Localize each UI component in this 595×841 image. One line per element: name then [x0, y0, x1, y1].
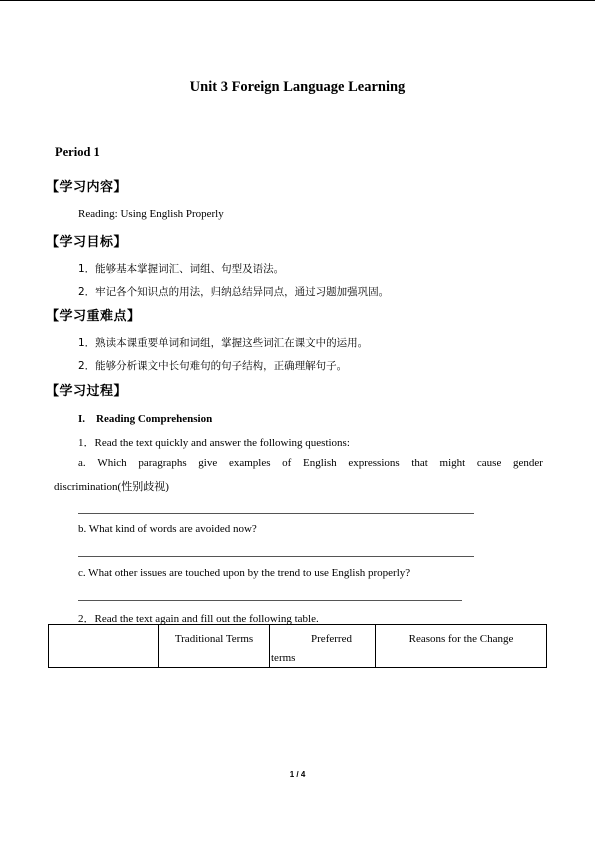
table-row — [49, 625, 547, 668]
answer-blank-b[interactable] — [78, 556, 474, 557]
question-b: b. What kind of words are avoided now? — [78, 523, 257, 535]
qa-word: cause — [476, 457, 502, 469]
question-2: 2．Read the text again and fill out the following table. — [78, 613, 319, 625]
header-preferred-wrap: terms — [271, 652, 296, 664]
header-preferred: Preferred — [311, 633, 352, 645]
section-heading-key-points: 【学习重难点】 — [46, 309, 141, 324]
part-title: Reading Comprehension — [96, 413, 213, 425]
qa-word: Which — [97, 457, 127, 469]
qa-word: a. — [78, 457, 86, 469]
goal-item-2: 2．牢记各个知识点的用法，归纳总结异同点，通过习题加强巩固。 — [78, 286, 390, 298]
key-point-item-1: 1．熟读本课重要单词和词组，掌握这些词汇在课文中的运用。 — [78, 337, 369, 349]
section-heading-process: 【学习过程】 — [46, 384, 128, 399]
question-1: 1．Read the text quickly and answer the following questions: — [78, 437, 350, 449]
table-header-cell — [376, 625, 547, 668]
page-number: 1 / 4 — [289, 770, 306, 779]
table-header-cell — [159, 625, 270, 668]
question-a-line-2: discrimination(性别歧视) — [54, 481, 169, 493]
qa-word: might — [439, 457, 466, 469]
key-point-item-2: 2．能够分析课文中长句难句的句子结构，正确理解句子。 — [78, 360, 348, 372]
page-title: Unit 3 Foreign Language Learning — [189, 79, 406, 95]
section-heading-content: 【学习内容】 — [46, 180, 128, 195]
qa-word: that — [411, 457, 428, 469]
table-header-cell — [49, 625, 159, 668]
question-a-line-1 — [78, 457, 543, 469]
question-c: c. What other issues are touched upon by the trend to use English properly? — [78, 567, 411, 579]
section-heading-goals: 【学习目标】 — [46, 235, 128, 250]
qa-word: expressions — [348, 457, 400, 469]
header-reasons: Reasons for the Change — [408, 633, 514, 645]
header-traditional-terms: Traditional Terms — [174, 633, 254, 645]
qa-word: of — [282, 457, 292, 469]
qa-word: examples — [228, 457, 271, 469]
qa-word: gender — [513, 457, 543, 469]
qa-word: paragraphs — [138, 457, 187, 469]
part-label: I. — [78, 413, 86, 425]
table-header-cell — [270, 625, 376, 668]
qa-word: English — [303, 457, 337, 469]
terms-table — [48, 624, 547, 668]
answer-blank-a[interactable] — [78, 513, 474, 514]
qa-word: give — [198, 457, 218, 469]
answer-blank-c[interactable] — [78, 600, 462, 601]
page-top-border — [0, 0, 595, 1]
content-text: Reading: Using English Properly — [78, 208, 224, 220]
period-label: Period 1 — [55, 145, 100, 159]
goal-item-1: 1．能够基本掌握词汇、词组、句型及语法。 — [78, 263, 285, 275]
